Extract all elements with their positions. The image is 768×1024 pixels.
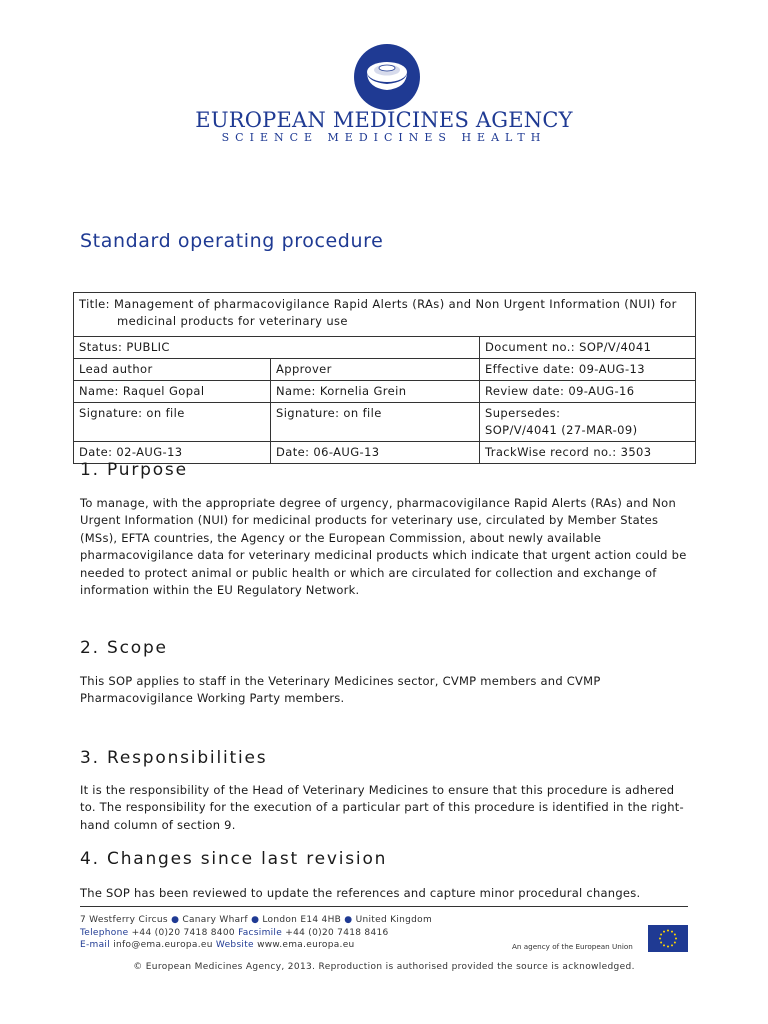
section-text-responsibilities: It is the responsibility of the Head of Veterinary Medicines to ensure that this procedure is adhered to. The responsibility for the execution of a particular part of this procedure is identified in the right-hand column of section 9.: [80, 783, 684, 832]
address-city: London E14 4HB: [262, 915, 342, 925]
section-text-scope: This SOP applies to staff in the Veterinary Medicines sector, CVMP members and CVMP Pharmacovigilance Working Party members.: [80, 674, 601, 706]
address-country: United Kingdom: [355, 915, 433, 925]
author-signature-cell: Signature: on file: [74, 403, 271, 442]
approver-signature-cell: Signature: on file: [271, 403, 480, 442]
lead-author-label-cell: Lead author: [74, 359, 271, 381]
agency-name: EUROPEAN MEDICINES AGENCY: [195, 108, 573, 132]
document-heading: Standard operating procedure: [80, 230, 384, 252]
author-date-cell: Date: 02-AUG-13: [74, 442, 271, 464]
copyright-notice: © European Medicines Agency, 2013. Reproduction is authorised provided the source is acknowledged.: [133, 962, 635, 972]
table-row: [74, 381, 696, 403]
review-date-cell: Review date: 09-AUG-16: [480, 381, 696, 403]
title-line-2: medicinal products for veterinary use: [117, 314, 348, 328]
address-area: Canary Wharf: [182, 915, 248, 925]
section-text-purpose: To manage, with the appropriate degree of urgency, pharmacovigilance Rapid Alerts (RAs) and Non Urgent Information (NUI) for medicinal products for veterinary use, circulated by Member States (MSs), EFTA countries, the Agency or the European Commission, about newly available pharmacovigilance data for veterinary medicinal products which indicate that urgent action could be needed to protect animal or public health or which are circulated for collection and exchange of information within the EU Regulatory Network.: [80, 496, 687, 598]
bullet-icon: ●: [171, 915, 180, 925]
table-row: [74, 337, 696, 359]
address-street: 7 Westferry Circus: [80, 915, 168, 925]
supersedes-label: Supersedes:: [485, 406, 561, 420]
eu-flag-icon: [648, 925, 688, 952]
footer-address: [80, 914, 432, 952]
facsimile-label: Facsimile: [238, 927, 283, 938]
supersedes-value: SOP/V/4041 (27-MAR-09): [485, 423, 638, 437]
section-heading-scope: 2. Scope: [80, 638, 168, 658]
telephone-label: Telephone: [80, 927, 129, 938]
title-line-1: Title: Management of pharmacovigilance Rapid Alerts (RAs) and Non Urgent Information (NUI) for: [79, 297, 677, 311]
table-row: [74, 403, 696, 442]
supersedes-cell: [480, 403, 696, 442]
telephone-value: +44 (0)20 7418 8400: [131, 927, 235, 938]
bullet-icon: ●: [344, 915, 353, 925]
author-name-cell: Name: Raquel Gopal: [74, 381, 271, 403]
trackwise-cell: TrackWise record no.: 3503: [480, 442, 696, 464]
agency-of-eu: An agency of the European Union: [512, 942, 633, 951]
table-row: [74, 293, 696, 337]
facsimile-value: +44 (0)20 7418 8416: [285, 927, 389, 938]
section-heading-purpose: 1. Purpose: [80, 460, 188, 480]
title-cell: [74, 293, 696, 337]
footer-divider: [80, 906, 688, 907]
sop-metadata-table: [73, 292, 696, 464]
approver-name-cell: Name: Kornelia Grein: [271, 381, 480, 403]
approver-date-cell: Date: 06-AUG-13: [271, 442, 480, 464]
table-row: [74, 359, 696, 381]
website-label: Website: [215, 940, 254, 950]
effective-date-cell: Effective date: 09-AUG-13: [480, 359, 696, 381]
website-link[interactable]: www.ema.europa.eu: [257, 940, 355, 950]
address-line: [80, 914, 432, 927]
email-label: E-mail: [80, 940, 111, 950]
section-heading-responsibilities: 3. Responsibilities: [80, 748, 268, 768]
bullet-icon: ●: [251, 915, 260, 925]
section-heading-changes: 4. Changes since last revision: [80, 849, 388, 869]
status-cell: Status: PUBLIC: [74, 337, 480, 359]
ema-logo-icon: [354, 44, 420, 110]
section-text-changes: The SOP has been reviewed to update the references and capture minor procedural changes.: [80, 886, 641, 900]
phone-line: [80, 927, 432, 940]
document-no-cell: Document no.: SOP/V/4041: [480, 337, 696, 359]
approver-label-cell: Approver: [271, 359, 480, 381]
contact-line: [80, 939, 432, 952]
agency-tagline: SCIENCE MEDICINES HEALTH: [221, 131, 547, 144]
email-link[interactable]: info@ema.europa.eu: [113, 940, 213, 950]
